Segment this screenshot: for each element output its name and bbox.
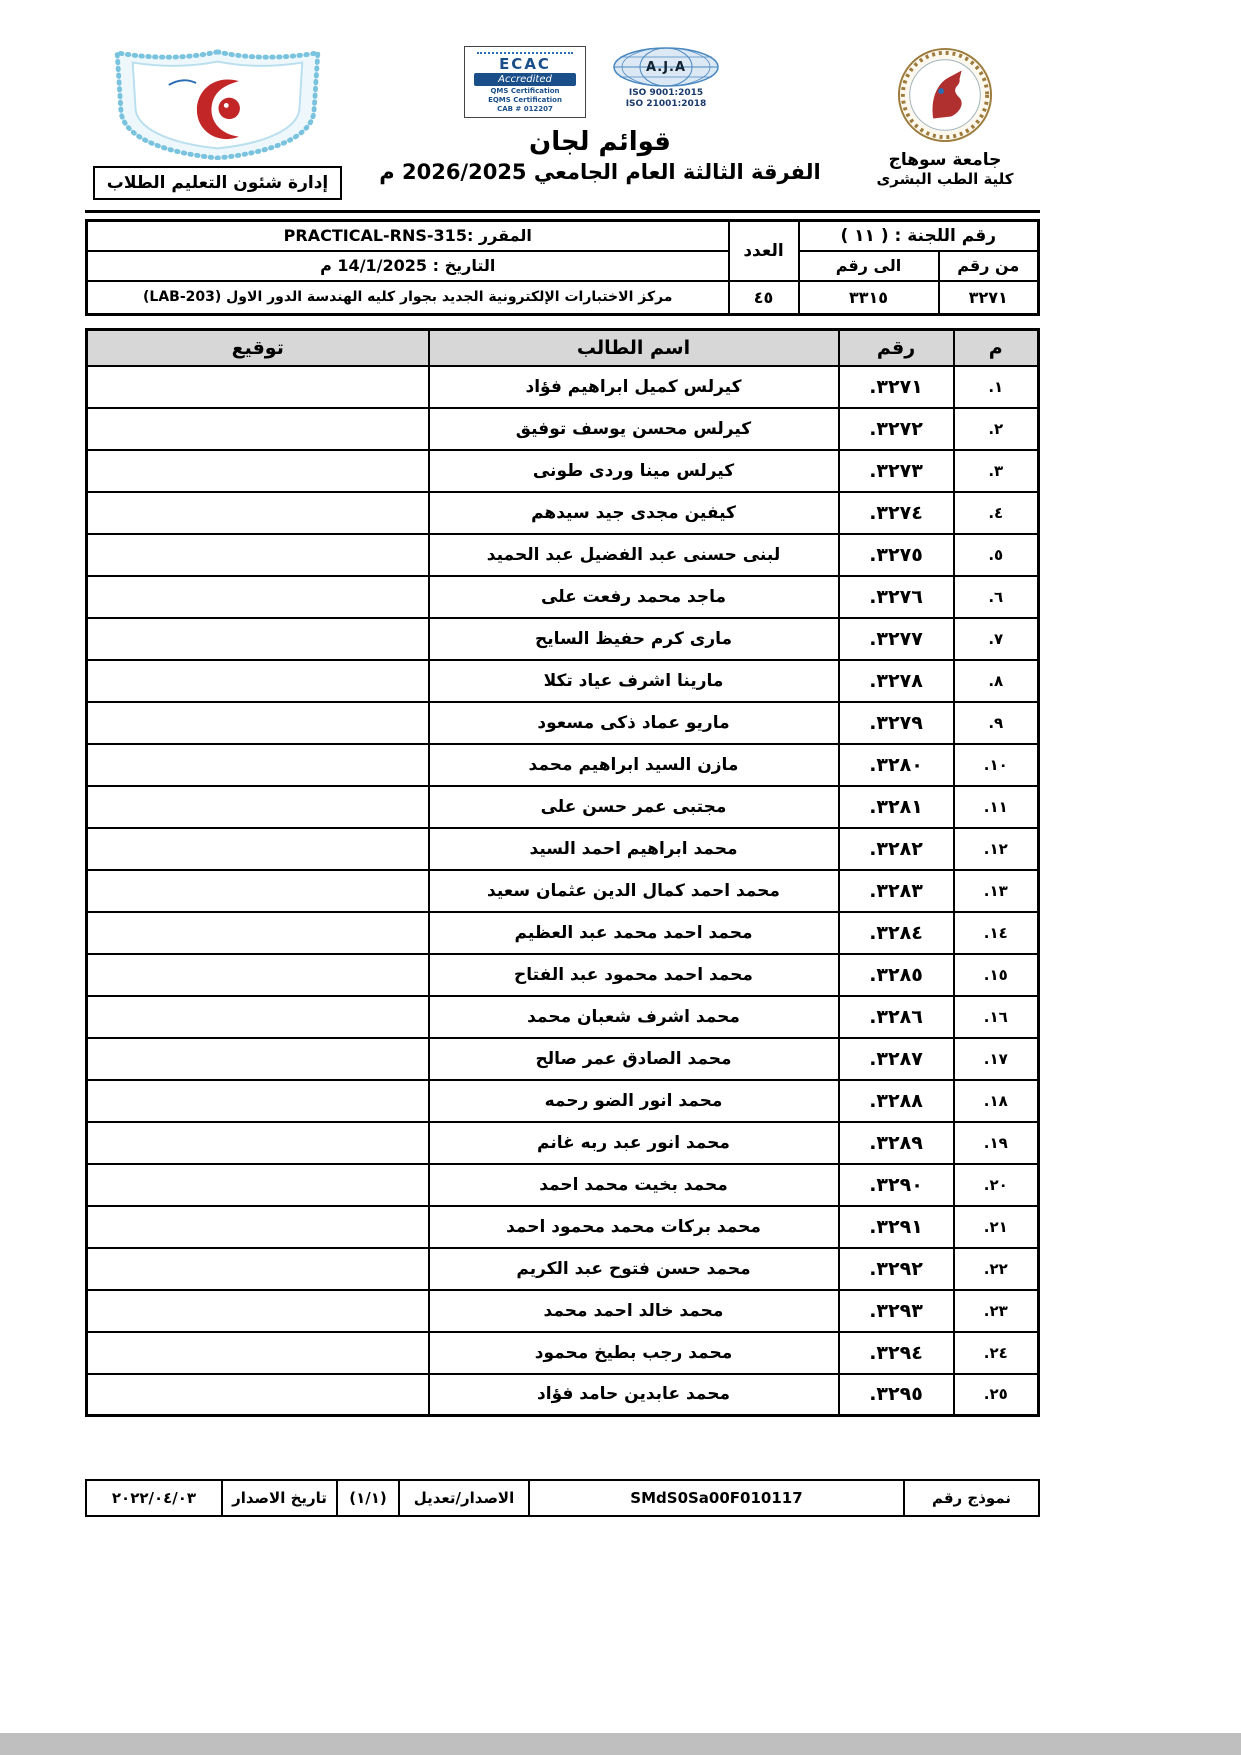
student-serial: ١٥.	[954, 954, 1039, 996]
ecac-accredited-ribbon: Accredited	[474, 73, 576, 86]
university-emblem-icon	[896, 46, 994, 148]
student-row	[87, 828, 1039, 870]
student-seat-number: ٣٢٧٢.	[839, 408, 954, 450]
student-row	[87, 996, 1039, 1038]
student-row	[87, 1080, 1039, 1122]
student-seat-number: ٣٢٨٦.	[839, 996, 954, 1038]
student-name: محمد حسن فتوح عبد الكريم	[429, 1248, 839, 1290]
student-row	[87, 408, 1039, 450]
student-serial: ١٧.	[954, 1038, 1039, 1080]
student-seat-number: ٣٢٨٨.	[839, 1080, 954, 1122]
student-row	[87, 1248, 1039, 1290]
student-name: مارى كرم حفيظ السايح	[429, 618, 839, 660]
student-row	[87, 1374, 1039, 1416]
student-row	[87, 786, 1039, 828]
issue-date-value: ٢٠٢٢/٠٤/٠٣	[86, 1480, 222, 1516]
accreditation-logos	[464, 46, 736, 118]
signature-cell	[87, 534, 429, 576]
student-row	[87, 660, 1039, 702]
signature-cell	[87, 408, 429, 450]
student-name: ماريو عماد ذكى مسعود	[429, 702, 839, 744]
student-name: مارينا اشرف عياد تكلا	[429, 660, 839, 702]
col-header-signature: توقيع	[87, 330, 429, 366]
document-subtitle: الفرقة الثالثة العام الجامعي 2026/2025 م	[379, 160, 821, 184]
ecac-logo	[464, 46, 586, 118]
signature-cell	[87, 1290, 429, 1332]
aja-iso1: ISO 9001:2015	[628, 88, 704, 98]
student-seat-number: ٣٢٨٤.	[839, 912, 954, 954]
student-serial: ١٤.	[954, 912, 1039, 954]
signature-cell	[87, 828, 429, 870]
student-row	[87, 912, 1039, 954]
signature-cell	[87, 912, 429, 954]
page-content	[85, 0, 1040, 1517]
form-code: SMdS0Sa00F010117	[529, 1480, 904, 1516]
student-row	[87, 1164, 1039, 1206]
student-row	[87, 1332, 1039, 1374]
student-serial: ١٩.	[954, 1122, 1039, 1164]
student-serial: ٦.	[954, 576, 1039, 618]
page-header	[85, 46, 1040, 200]
student-serial: ١٣.	[954, 870, 1039, 912]
student-name: محمد عابدين حامد فؤاد	[429, 1374, 839, 1416]
student-name: محمد خالد احمد محمد	[429, 1290, 839, 1332]
student-name: محمد بخيت محمد احمد	[429, 1164, 839, 1206]
student-seat-number: ٣٢٨٣.	[839, 870, 954, 912]
count-label: العدد	[729, 221, 799, 281]
student-serial: ٢٤.	[954, 1332, 1039, 1374]
signature-cell	[87, 1164, 429, 1206]
col-header-serial: م	[954, 330, 1039, 366]
student-seat-number: ٣٢٨٠.	[839, 744, 954, 786]
signature-cell	[87, 1248, 429, 1290]
student-serial: ٣.	[954, 450, 1039, 492]
ecac-cert-line1: QMS Certification	[490, 87, 560, 95]
signature-cell	[87, 492, 429, 534]
student-name: محمد اشرف شعبان محمد	[429, 996, 839, 1038]
student-seat-number: ٣٢٨٥.	[839, 954, 954, 996]
student-name: محمد ابراهيم احمد السيد	[429, 828, 839, 870]
student-row	[87, 1206, 1039, 1248]
signature-cell	[87, 786, 429, 828]
student-row	[87, 534, 1039, 576]
student-serial: ١١.	[954, 786, 1039, 828]
signature-cell	[87, 702, 429, 744]
student-serial: ٨.	[954, 660, 1039, 702]
student-serial: ٩.	[954, 702, 1039, 744]
student-serial: ٢٠.	[954, 1164, 1039, 1206]
student-serial: ١٠.	[954, 744, 1039, 786]
student-name: محمد احمد كمال الدين عثمان سعيد	[429, 870, 839, 912]
student-row	[87, 1290, 1039, 1332]
faculty-name: كلية الطب البشرى	[876, 170, 1014, 188]
student-name: مجتبى عمر حسن على	[429, 786, 839, 828]
student-serial: ٢٢.	[954, 1248, 1039, 1290]
version-label: الاصدار/تعديل	[399, 1480, 529, 1516]
student-serial: ٥.	[954, 534, 1039, 576]
student-name: محمد احمد محمود عبد الفتاح	[429, 954, 839, 996]
student-serial: ٢١.	[954, 1206, 1039, 1248]
student-row	[87, 1122, 1039, 1164]
student-name: ماجد محمد رفعت على	[429, 576, 839, 618]
page-bottom-strip	[0, 1733, 1241, 1755]
signature-cell	[87, 1206, 429, 1248]
signature-cell	[87, 1038, 429, 1080]
student-row	[87, 744, 1039, 786]
signature-cell	[87, 870, 429, 912]
student-name: كيرلس كميل ابراهيم فؤاد	[429, 366, 839, 408]
signature-cell	[87, 618, 429, 660]
student-seat-number: ٣٢٩٠.	[839, 1164, 954, 1206]
signature-cell	[87, 744, 429, 786]
student-seat-number: ٣٢٨٧.	[839, 1038, 954, 1080]
student-serial: ١.	[954, 366, 1039, 408]
student-name: محمد بركات محمد محمود احمد	[429, 1206, 839, 1248]
signature-cell	[87, 660, 429, 702]
signature-cell	[87, 996, 429, 1038]
signature-cell	[87, 954, 429, 996]
header-center-block	[350, 46, 850, 186]
form-footer	[85, 1479, 1040, 1517]
students-table	[85, 328, 1040, 1417]
student-name: محمد احمد محمد عبد العظيم	[429, 912, 839, 954]
student-row	[87, 1038, 1039, 1080]
student-name: محمد الصادق عمر صالح	[429, 1038, 839, 1080]
signature-cell	[87, 1122, 429, 1164]
student-row	[87, 870, 1039, 912]
student-name: لبنى حسنى عبد الفضيل عبد الحميد	[429, 534, 839, 576]
student-name: كيرلس محسن يوسف توفيق	[429, 408, 839, 450]
student-seat-number: ٣٢٧٨.	[839, 660, 954, 702]
col-header-number: رقم	[839, 330, 954, 366]
document-title: قوائم لجان	[529, 127, 671, 157]
student-name: محمد رجب بطيخ محمود	[429, 1332, 839, 1374]
student-seat-number: ٣٢٧٩.	[839, 702, 954, 744]
student-serial: ٢٣.	[954, 1290, 1039, 1332]
student-serial: ٧.	[954, 618, 1039, 660]
issue-date-label: تاريخ الاصدار	[222, 1480, 337, 1516]
student-name: مازن السيد ابراهيم محمد	[429, 744, 839, 786]
exam-location: مركز الاختبارات الإلكترونية الجديد بجوار كليه الهندسة الدور الاول (LAB-203)	[87, 281, 729, 315]
signature-cell	[87, 366, 429, 408]
signature-cell	[87, 450, 429, 492]
signature-cell	[87, 1080, 429, 1122]
student-seat-number: ٣٢٩١.	[839, 1206, 954, 1248]
student-row	[87, 618, 1039, 660]
student-seat-number: ٣٢٧٥.	[839, 534, 954, 576]
student-seat-number: ٣٢٩٤.	[839, 1332, 954, 1374]
course-label: المقرر :PRACTICAL-RNS-315	[87, 221, 729, 251]
student-seat-number: ٣٢٧٤.	[839, 492, 954, 534]
version-value: (١/١)	[337, 1480, 399, 1516]
col-header-name: اسم الطالب	[429, 330, 839, 366]
student-serial: ١٨.	[954, 1080, 1039, 1122]
faculty-emblem-icon	[110, 46, 325, 164]
student-seat-number: ٣٢٨١.	[839, 786, 954, 828]
ecac-cert-line3: CAB # 012207	[497, 105, 553, 113]
student-serial: ١٦.	[954, 996, 1039, 1038]
count-value: ٤٥	[729, 281, 799, 315]
student-row	[87, 492, 1039, 534]
student-seat-number: ٣٢٨٩.	[839, 1122, 954, 1164]
form-number-label: نموذج رقم	[904, 1480, 1039, 1516]
department-box: إدارة شئون التعليم الطلاب	[93, 166, 343, 200]
student-name: كيرلس مينا وردى طونى	[429, 450, 839, 492]
student-serial: ٤.	[954, 492, 1039, 534]
from-number-label: من رقم	[939, 251, 1039, 281]
student-seat-number: ٣٢٧٧.	[839, 618, 954, 660]
to-number-label: الى رقم	[799, 251, 939, 281]
exam-date: التاريخ : 14/1/2025 م	[87, 251, 729, 281]
aja-iso2: ISO 21001:2018	[625, 99, 707, 109]
header-divider	[85, 210, 1040, 213]
student-name: محمد انور الضو رحمه	[429, 1080, 839, 1122]
aja-globe-icon	[596, 73, 736, 92]
student-seat-number: ٣٢٧١.	[839, 366, 954, 408]
committee-number-label: رقم اللجنة : ( ١١ )	[799, 221, 1039, 251]
student-seat-number: ٣٢٧٣.	[839, 450, 954, 492]
from-number-value: ٣٢٧١	[939, 281, 1039, 315]
student-serial: ٢٥.	[954, 1374, 1039, 1416]
student-seat-number: ٣٢٩٥.	[839, 1374, 954, 1416]
signature-cell	[87, 1374, 429, 1416]
students-table-header	[87, 330, 1039, 366]
header-university-block	[850, 46, 1040, 188]
to-number-value: ٣٣١٥	[799, 281, 939, 315]
student-row	[87, 450, 1039, 492]
student-seat-number: ٣٢٩٢.	[839, 1248, 954, 1290]
signature-cell	[87, 1332, 429, 1374]
student-row	[87, 366, 1039, 408]
aja-logo	[596, 46, 736, 110]
student-name: كيفين مجدى جيد سيدهم	[429, 492, 839, 534]
signature-cell	[87, 576, 429, 618]
ecac-arabic-line	[477, 49, 574, 54]
student-row	[87, 576, 1039, 618]
university-name: جامعة سوهاج	[888, 150, 1002, 170]
student-seat-number: ٣٢٨٢.	[839, 828, 954, 870]
student-serial: ٢.	[954, 408, 1039, 450]
student-row	[87, 954, 1039, 996]
aja-name: A.J.A	[645, 60, 687, 75]
student-row	[87, 702, 1039, 744]
ecac-name: ECAC	[499, 55, 551, 73]
header-faculty-block	[85, 46, 350, 200]
ecac-cert-line2: EQMS Certification	[488, 96, 562, 104]
student-seat-number: ٣٢٩٣.	[839, 1290, 954, 1332]
committee-info-table	[85, 219, 1040, 316]
student-serial: ١٢.	[954, 828, 1039, 870]
student-name: محمد انور عبد ربه غانم	[429, 1122, 839, 1164]
student-seat-number: ٣٢٧٦.	[839, 576, 954, 618]
